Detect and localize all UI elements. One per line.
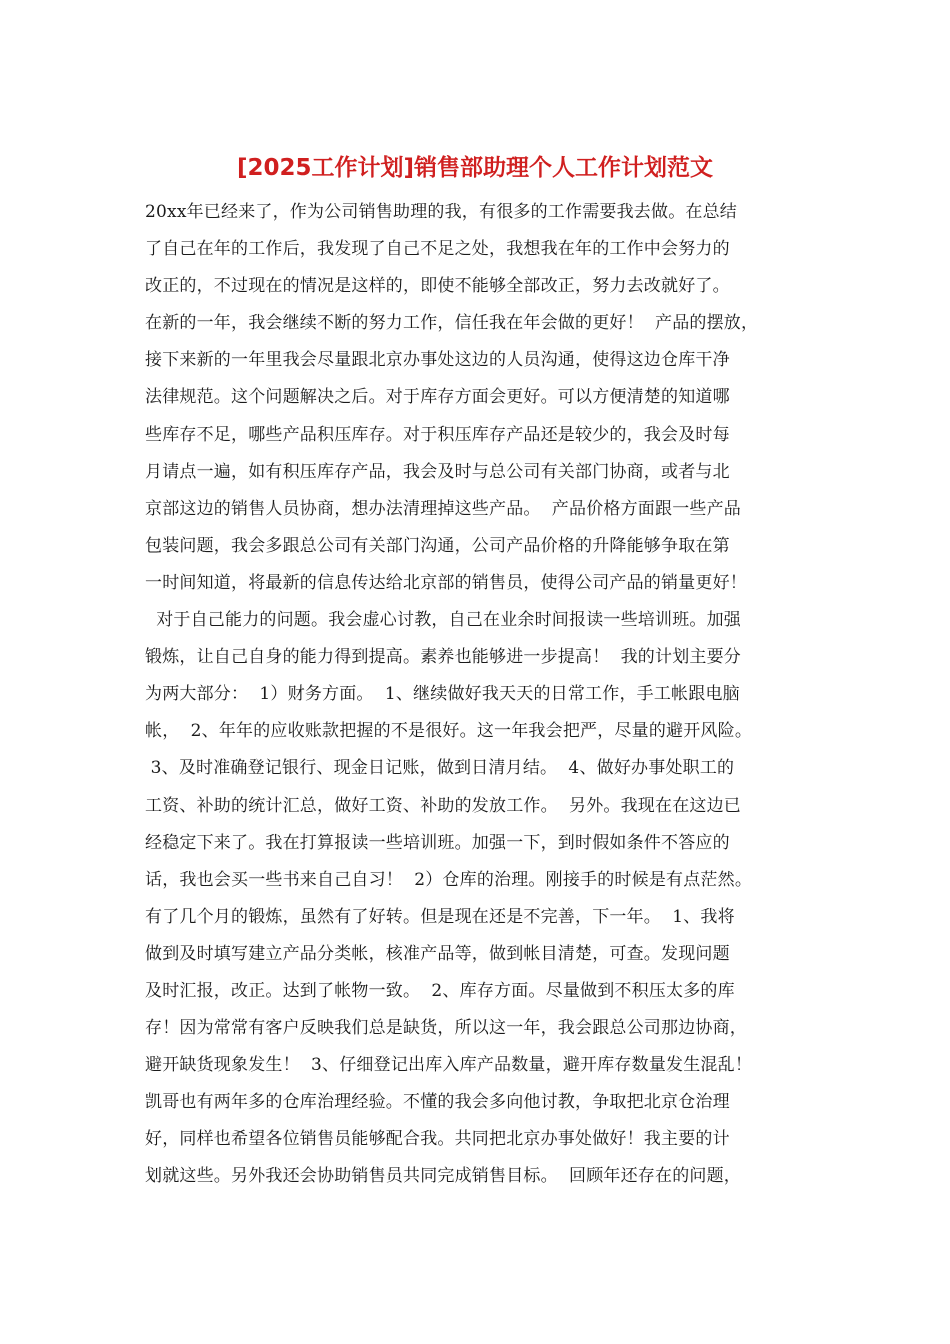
- body-line: 经稳定下来了。我在打算报读一些培训班。加强一下，到时假如条件不答应的: [145, 832, 730, 853]
- body-line: 存！因为常常有客户反映我们总是缺货，所以这一年，我会跟总公司那边协商，: [145, 1018, 747, 1039]
- body-line: 对于自己能力的问题。我会虚心讨教，自己在业余时间报读一些培训班。加强: [145, 610, 742, 631]
- body-line: 划就这些。另外我还会协助销售员共同完成销售目标。 回顾年还存在的问题，: [145, 1166, 742, 1187]
- body-line: 为两大部分： 1）财务方面。 1、继续做好我天天的日常工作，手工帐跟电脑: [145, 684, 740, 705]
- document-body: [145, 194, 825, 1196]
- body-line: 工资、补助的统计汇总，做好工资、补助的发放工作。 另外。我现在在这边已: [145, 795, 742, 816]
- body-line: 在新的一年，我会继续不断的努力工作，信任我在年会做的更好！ 产品的摆放，: [145, 313, 759, 334]
- body-line: 帐， 2、年年的应收账款把握的不是很好。这一年我会把严，尽量的避开风险。: [145, 721, 753, 742]
- body-line: 避开缺货现象发生！ 3、仔细登记出库入库产品数量，避开库存数量发生混乱！: [145, 1055, 753, 1076]
- body-line: 话，我也会买一些书来自己自习！ 2）仓库的治理。刚接手的时候是有点茫然。: [145, 869, 753, 890]
- document-title: [2025工作计划]销售部助理个人工作计划范文: [236, 155, 714, 181]
- body-line: 月请点一遍，如有积压库存产品，我会及时与总公司有关部门协商，或者与北: [145, 461, 730, 482]
- body-line: 做到及时填写建立产品分类帐，核准产品等，做到帐目清楚，可查。发现问题: [145, 943, 730, 964]
- body-line: 了自己在年的工作后，我发现了自己不足之处，我想我在年的工作中会努力的: [145, 239, 730, 260]
- body-line: 些库存不足，哪些产品积压库存。对于积压库存产品还是较少的，我会及时每: [145, 424, 730, 445]
- body-line: 凯哥也有两年多的仓库治理经验。不懂的我会多向他讨教，争取把北京仓治理: [145, 1092, 730, 1113]
- body-line: 包装问题，我会多跟总公司有关部门沟通，公司产品价格的升降能够争取在第: [145, 535, 730, 556]
- body-line: 有了几个月的锻炼，虽然有了好转。但是现在还是不完善，下一年。 1、我将: [145, 906, 735, 927]
- body-line: 3、及时准确登记银行、现金日记账，做到日清月结。 4、做好办事处职工的: [145, 758, 735, 779]
- body-line: 锻炼，让自己自身的能力得到提高。素养也能够进一步提高！ 我的计划主要分: [145, 647, 742, 668]
- body-line: 接下来新的一年里我会尽量跟北京办事处这边的人员沟通，使得这边仓库干净: [145, 350, 730, 371]
- body-line: 及时汇报，改正。达到了帐物一致。 2、库存方面。尽量做到不积压太多的库: [145, 980, 735, 1001]
- body-line: 京部这边的销售人员协商，想办法清理掉这些产品。 产品价格方面跟一些产品: [145, 498, 742, 519]
- body-line: 法律规范。这个问题解决之后。对于库存方面会更好。可以方便清楚的知道哪: [145, 387, 730, 408]
- body-line: 20xx年已经来了，作为公司销售助理的我，有很多的工作需要我去做。在总结: [145, 202, 738, 222]
- body-line: 一时间知道，将最新的信息传达给北京部的销售员，使得公司产品的销量更好！: [145, 572, 747, 593]
- body-line: 好，同样也希望各位销售员能够配合我。共同把北京办事处做好！我主要的计: [145, 1129, 730, 1150]
- body-line: 改正的，不过现在的情况是这样的，即使不能够全部改正，努力去改就好了。: [145, 276, 730, 297]
